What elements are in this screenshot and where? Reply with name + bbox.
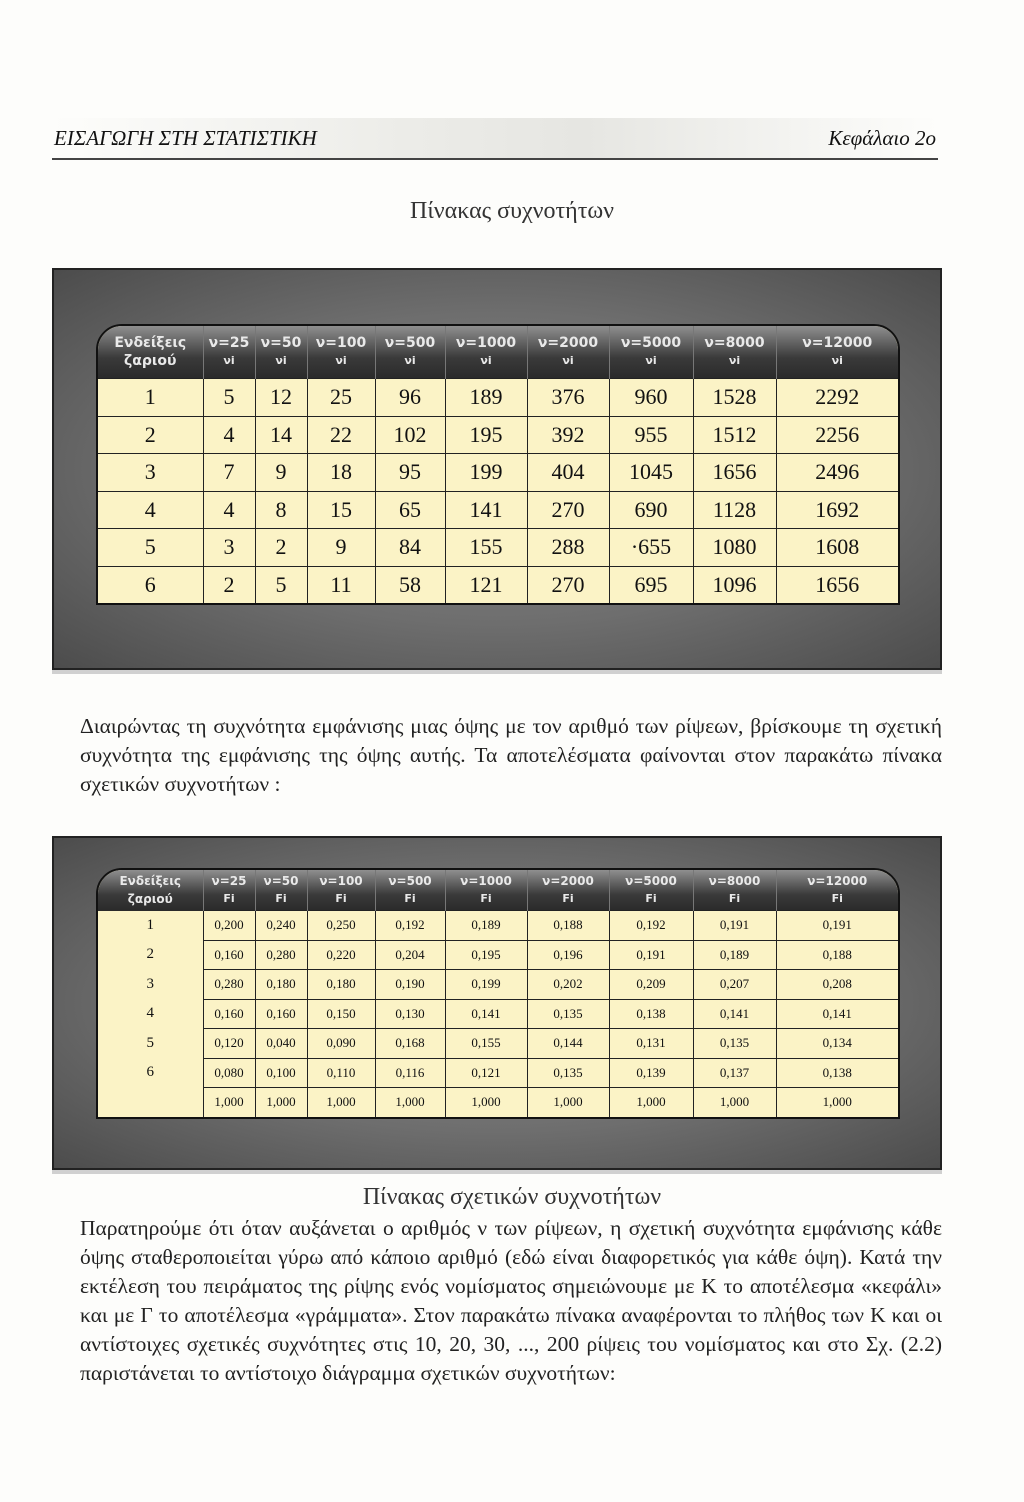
column-header: ν=5000 Fi bbox=[609, 870, 693, 911]
value-cell: 0,207 bbox=[693, 970, 776, 1000]
table-row bbox=[98, 999, 898, 1029]
table-row bbox=[98, 1029, 898, 1059]
value-cell: 1,000 bbox=[445, 1088, 527, 1117]
value-cell: 11 bbox=[307, 566, 375, 603]
value-cell: 0,150 bbox=[307, 999, 375, 1029]
value-cell: 1528 bbox=[693, 379, 776, 417]
value-cell: 102 bbox=[375, 416, 445, 454]
value-cell: 0,191 bbox=[693, 911, 776, 941]
value-cell: 0,090 bbox=[307, 1029, 375, 1059]
die-face-cell bbox=[98, 1088, 203, 1117]
value-cell: 0,208 bbox=[776, 970, 898, 1000]
value-cell: 376 bbox=[527, 379, 609, 417]
die-face-cell: 3 bbox=[98, 454, 203, 492]
value-cell: 695 bbox=[609, 566, 693, 603]
die-face-cell: 3 bbox=[98, 970, 203, 1000]
relative-frequency-table bbox=[96, 868, 900, 1119]
value-cell: 0,168 bbox=[375, 1029, 445, 1059]
value-cell: 4 bbox=[203, 491, 255, 529]
column-header: ν=50 νi bbox=[255, 326, 307, 379]
table-header-row bbox=[98, 326, 898, 379]
value-cell: 0,180 bbox=[255, 970, 307, 1000]
value-cell: 0,189 bbox=[445, 911, 527, 941]
value-cell: 288 bbox=[527, 529, 609, 567]
value-cell: 1656 bbox=[776, 566, 898, 603]
value-cell: 25 bbox=[307, 379, 375, 417]
value-cell: 2256 bbox=[776, 416, 898, 454]
table2-frame bbox=[52, 836, 942, 1170]
value-cell: 0,135 bbox=[693, 1029, 776, 1059]
value-cell: 8 bbox=[255, 491, 307, 529]
value-cell: 1,000 bbox=[776, 1088, 898, 1117]
value-cell: 955 bbox=[609, 416, 693, 454]
book-title: ΕΙΣΑΓΩΓΗ ΣΤΗ ΣΤΑΤΙΣΤΙΚΗ bbox=[54, 126, 317, 150]
column-header: ν=25 Fi bbox=[203, 870, 255, 911]
value-cell: 270 bbox=[527, 566, 609, 603]
value-cell: 22 bbox=[307, 416, 375, 454]
table-row bbox=[98, 940, 898, 970]
value-cell: 0,138 bbox=[776, 1058, 898, 1088]
value-cell: 690 bbox=[609, 491, 693, 529]
table-row bbox=[98, 529, 898, 567]
value-cell: 0,180 bbox=[307, 970, 375, 1000]
die-face-cell: 2 bbox=[98, 416, 203, 454]
value-cell: 121 bbox=[445, 566, 527, 603]
value-cell: 0,209 bbox=[609, 970, 693, 1000]
value-cell: 0,250 bbox=[307, 911, 375, 941]
column-header: ν=500 Fi bbox=[375, 870, 445, 911]
frequency-table bbox=[96, 324, 900, 605]
value-cell: 0,120 bbox=[203, 1029, 255, 1059]
column-header: ν=1000 Fi bbox=[445, 870, 527, 911]
column-header: ν=2000 νi bbox=[527, 326, 609, 379]
value-cell: 0,220 bbox=[307, 940, 375, 970]
table1-frame bbox=[52, 268, 942, 670]
value-cell: 0,100 bbox=[255, 1058, 307, 1088]
corner-header: Ενδείξεις ζαριού bbox=[114, 335, 187, 369]
value-cell: 0,199 bbox=[445, 970, 527, 1000]
die-face-cell: 6 bbox=[98, 1058, 203, 1088]
table2-caption: Πίνακας σχετικών συχνοτήτων bbox=[362, 1184, 662, 1210]
value-cell: 2 bbox=[203, 566, 255, 603]
value-cell: 0,190 bbox=[375, 970, 445, 1000]
value-cell: 1,000 bbox=[307, 1088, 375, 1117]
value-cell: 1692 bbox=[776, 491, 898, 529]
value-cell: 0,192 bbox=[375, 911, 445, 941]
value-cell: 0,135 bbox=[527, 999, 609, 1029]
table-header-row bbox=[98, 870, 898, 911]
value-cell: 14 bbox=[255, 416, 307, 454]
value-cell: 392 bbox=[527, 416, 609, 454]
value-cell: 195 bbox=[445, 416, 527, 454]
value-cell: 1,000 bbox=[527, 1088, 609, 1117]
table-row bbox=[98, 491, 898, 529]
column-header: ν=100 Fi bbox=[307, 870, 375, 911]
value-cell: 1096 bbox=[693, 566, 776, 603]
column-header: ν=500 νi bbox=[375, 326, 445, 379]
table-row bbox=[98, 970, 898, 1000]
value-cell: 0,202 bbox=[527, 970, 609, 1000]
die-face-cell: 4 bbox=[98, 491, 203, 529]
value-cell: 0,191 bbox=[609, 940, 693, 970]
value-cell: 12 bbox=[255, 379, 307, 417]
value-cell: 0,240 bbox=[255, 911, 307, 941]
value-cell: 2496 bbox=[776, 454, 898, 492]
value-cell: 0,134 bbox=[776, 1029, 898, 1059]
value-cell: 1608 bbox=[776, 529, 898, 567]
value-cell: 1045 bbox=[609, 454, 693, 492]
value-cell: 0,192 bbox=[609, 911, 693, 941]
value-cell: 0,137 bbox=[693, 1058, 776, 1088]
value-cell: 7 bbox=[203, 454, 255, 492]
value-cell: 2 bbox=[255, 529, 307, 567]
value-cell: 1512 bbox=[693, 416, 776, 454]
value-cell: 0,280 bbox=[203, 970, 255, 1000]
die-face-cell: 5 bbox=[98, 529, 203, 567]
column-header: ν=100 νi bbox=[307, 326, 375, 379]
value-cell: 1080 bbox=[693, 529, 776, 567]
value-cell: 0,141 bbox=[445, 999, 527, 1029]
value-cell: 155 bbox=[445, 529, 527, 567]
value-cell: 1,000 bbox=[375, 1088, 445, 1117]
value-cell: 0,135 bbox=[527, 1058, 609, 1088]
value-cell: 0,188 bbox=[776, 940, 898, 970]
value-cell: 58 bbox=[375, 566, 445, 603]
column-header: ν=5000 νi bbox=[609, 326, 693, 379]
table-row bbox=[98, 379, 898, 417]
column-header: ν=2000 Fi bbox=[527, 870, 609, 911]
value-cell: 0,188 bbox=[527, 911, 609, 941]
value-cell: 0,110 bbox=[307, 1058, 375, 1088]
value-cell: 0,160 bbox=[203, 940, 255, 970]
value-cell: 1,000 bbox=[693, 1088, 776, 1117]
die-face-cell: 6 bbox=[98, 566, 203, 603]
value-cell: 5 bbox=[203, 379, 255, 417]
value-cell: 0,280 bbox=[255, 940, 307, 970]
value-cell: 0,204 bbox=[375, 940, 445, 970]
value-cell: 141 bbox=[445, 491, 527, 529]
value-cell: 9 bbox=[307, 529, 375, 567]
value-cell: 1,000 bbox=[203, 1088, 255, 1117]
table-row bbox=[98, 416, 898, 454]
table-row bbox=[98, 454, 898, 492]
table-row bbox=[98, 566, 898, 603]
page-header bbox=[52, 118, 938, 160]
value-cell: 1,000 bbox=[255, 1088, 307, 1117]
die-face-cell: 1 bbox=[98, 911, 203, 941]
value-cell: 3 bbox=[203, 529, 255, 567]
value-cell: 1128 bbox=[693, 491, 776, 529]
table-row bbox=[98, 1058, 898, 1088]
column-header: ν=12000 νi bbox=[776, 326, 898, 379]
value-cell: 0,138 bbox=[609, 999, 693, 1029]
paragraph-relative-frequency: Διαιρώντας τη συχνότητα εμφάνισης μιας όψης με τον αριθμό των ρίψεων, βρίσκουμε τη σχετική συχνότητα της εμφάνισης της όψης αυτής. Τα αποτελέσματα φαίνονται στον παρακάτω πίνακα σχετικών συχνοτήτων : bbox=[80, 714, 942, 796]
value-cell: 0,116 bbox=[375, 1058, 445, 1088]
value-cell: 0,191 bbox=[776, 911, 898, 941]
value-cell: 5 bbox=[255, 566, 307, 603]
value-cell: 0,144 bbox=[527, 1029, 609, 1059]
value-cell: 15 bbox=[307, 491, 375, 529]
table-row bbox=[98, 1088, 898, 1117]
value-cell: 84 bbox=[375, 529, 445, 567]
die-face-cell: 1 bbox=[98, 379, 203, 417]
corner-header: Ενδείξεις ζαριού bbox=[119, 874, 182, 907]
value-cell: 4 bbox=[203, 416, 255, 454]
value-cell: 1,000 bbox=[609, 1088, 693, 1117]
table1-caption: Πίνακας συχνοτήτων bbox=[410, 198, 614, 224]
paragraph-coin-experiment: Παρατηρούμε ότι όταν αυξάνεται ο αριθμός ν των ρίψεων, η σχετική συχνότητα εμφάνισης κάθε όψης σταθεροποιείται γύρω από κάποιο αριθμό (εδώ είναι διαφορετικός για κάθε όψη). Κατά την εκτέλεση του πειράματος της ρίψης ενός νομίσματος σημειώνουμε με Κ το αποτέλεσμα «κεφάλι» και με Γ το αποτέλεσμα «γράμματα». Στον παρακάτω πίνακα αναφέρονται το πλήθος των Κ και οι αντίστοιχες σχετικές συχνότητες στις 10, 20, 30, ..., 200 ρίψεις του νομίσματος και στο Σχ. (2.2) παριστάνεται το αντίστοιχο διάγραμμα σχετικών συχνοτήτων: bbox=[80, 1216, 942, 1385]
value-cell: 189 bbox=[445, 379, 527, 417]
value-cell: 0,195 bbox=[445, 940, 527, 970]
value-cell: 0,160 bbox=[203, 999, 255, 1029]
die-face-cell: 4 bbox=[98, 999, 203, 1029]
chapter-label: Κεφάλαιο 2ο bbox=[828, 126, 936, 150]
value-cell: 0,200 bbox=[203, 911, 255, 941]
value-cell: 0,139 bbox=[609, 1058, 693, 1088]
value-cell: 960 bbox=[609, 379, 693, 417]
column-header: ν=50 Fi bbox=[255, 870, 307, 911]
value-cell: 270 bbox=[527, 491, 609, 529]
value-cell: 0,141 bbox=[693, 999, 776, 1029]
value-cell: 1656 bbox=[693, 454, 776, 492]
value-cell: 0,196 bbox=[527, 940, 609, 970]
value-cell: 0,141 bbox=[776, 999, 898, 1029]
column-header: ν=25 νi bbox=[203, 326, 255, 379]
column-header: ν=1000 νi bbox=[445, 326, 527, 379]
value-cell: 0,131 bbox=[609, 1029, 693, 1059]
value-cell: 2292 bbox=[776, 379, 898, 417]
value-cell: ·655 bbox=[609, 529, 693, 567]
value-cell: 0,040 bbox=[255, 1029, 307, 1059]
die-face-cell: 2 bbox=[98, 940, 203, 970]
value-cell: 0,155 bbox=[445, 1029, 527, 1059]
value-cell: 199 bbox=[445, 454, 527, 492]
value-cell: 18 bbox=[307, 454, 375, 492]
column-header: ν=8000 νi bbox=[693, 326, 776, 379]
column-header: ν=8000 Fi bbox=[693, 870, 776, 911]
value-cell: 404 bbox=[527, 454, 609, 492]
die-face-cell: 5 bbox=[98, 1029, 203, 1059]
value-cell: 0,189 bbox=[693, 940, 776, 970]
value-cell: 0,160 bbox=[255, 999, 307, 1029]
value-cell: 9 bbox=[255, 454, 307, 492]
value-cell: 96 bbox=[375, 379, 445, 417]
value-cell: 0,121 bbox=[445, 1058, 527, 1088]
value-cell: 65 bbox=[375, 491, 445, 529]
column-header: ν=12000 Fi bbox=[776, 870, 898, 911]
value-cell: 0,130 bbox=[375, 999, 445, 1029]
value-cell: 0,080 bbox=[203, 1058, 255, 1088]
table-row bbox=[98, 911, 898, 941]
value-cell: 95 bbox=[375, 454, 445, 492]
